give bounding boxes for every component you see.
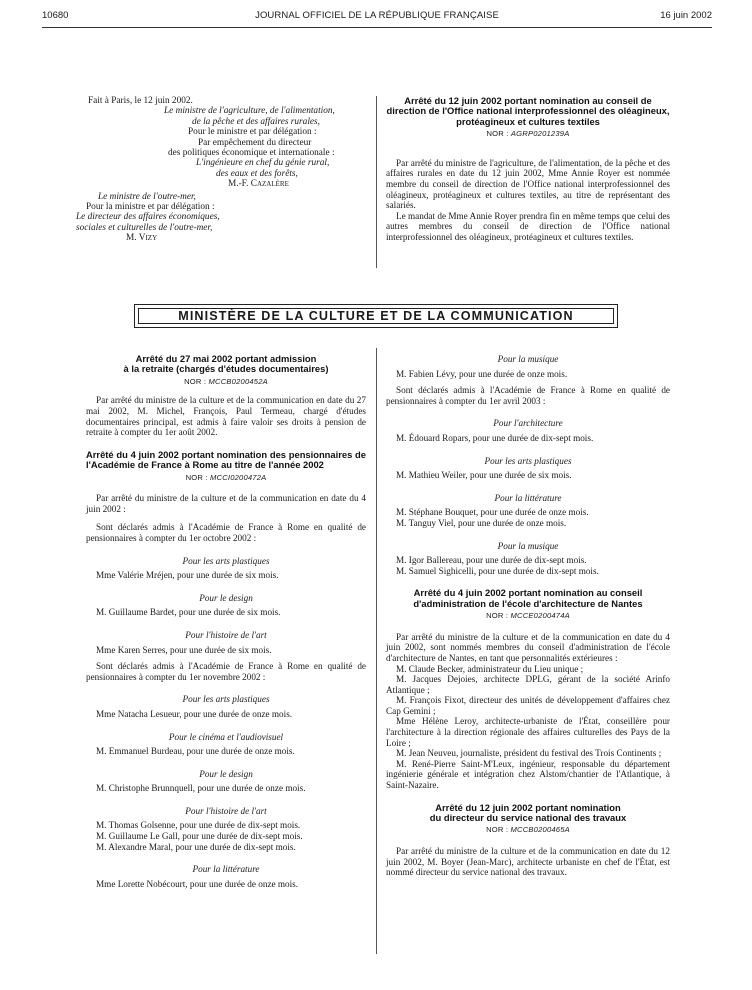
page-header [42,10,712,24]
signature-line: Le directeur des affaires économiques, [76,212,220,223]
article-paragraph: Sont déclarés admis à l'Académie de France à Rome en qualité de pensionnaires à compter du 1er novembre 2002 : [86,661,366,682]
signatory-name: M.-F. Cazalère [228,179,289,190]
signature-line: des eaux et des forêts, [216,168,298,179]
list-item: M. Claude Becker, administrateur du Lieu unique ; [396,663,584,674]
article-paragraph: Par arrêté du ministre de l'agriculture, de l'alimentation, de la pêche et des affaires rurales en date du 12 juin 2002, Mme Annie Royer est nommée membre du conseil de direction de l'Office national interprofessionnel des oléagineux, protéagineux et cultures textiles, au titre de représentant des salariés. [386,157,670,211]
header-rule [42,27,712,28]
list-item: M. René-Pierre Saint-M'Leux, ingénieur, responsable du département ingénierie générale et intégration chez Alstom/chantier de l'Atlantique, à Saint-Nazaire. [386,758,670,791]
article-title: Arrêté du 12 juin 2002 portant nomination au conseil de direction de l'Office national interprofessionnel des oléagineux, protéagineux et cultures textiles [386,95,670,127]
list-item: M. Emmanuel Burdeau, pour une durée de onze mois. [96,746,295,757]
category-heading: Pour l'histoire de l'art [185,805,267,816]
category-heading: Pour l'histoire de l'art [185,629,267,640]
list-item: M. Thomas Golsenne, pour une durée de dix-sept mois. [96,820,301,831]
title-line: à la retraite (chargés d'études documentaires) [123,363,329,375]
list-item: Mme Valérie Mréjen, pour une durée de six mois. [96,570,279,581]
list-item: M. Alexandre Maral, pour une durée de dix-sept mois. [96,841,296,852]
list-item: Mme Natacha Lesueur, pour une durée de onze mois. [96,708,293,719]
nor-label: NOR : [486,611,509,621]
category-heading: Pour le design [199,592,253,603]
nor-code: MCCB0200452A [208,376,268,386]
category-heading: Pour la littérature [192,864,260,875]
category-heading: Pour la littérature [494,492,562,503]
signatory-name: M. Vizy [126,233,158,244]
category-heading: Pour le cinéma et l'audiovisuel [168,731,284,742]
title-line: Arrêté du 27 mai 2002 portant admission [135,353,317,364]
article-paragraph: Sont déclarés admis à l'Académie de France à Rome en qualité de pensionnaires à compter du 1er avril 2003 : [386,385,670,406]
right-column [386,354,670,878]
list-item: M. François Fixot, directeur des unités de développement d'affaires chez Cap Gemini ; [386,695,670,716]
article-paragraph: Par arrêté du ministre de la culture et de la communication en date du 27 mai 2002, M. Michel, François, Paul Termeau, chargé d'études documentaires principal, est admis à faire valoir ses droits à pension de retraite à compter du 1er août 2002. [86,395,366,438]
list-item: M. Tanguy Viel, pour une durée de onze mois. [396,517,567,528]
column-divider [376,96,377,268]
nor-reference [386,611,670,622]
nor-reference [386,825,670,836]
article-paragraph: Par arrêté du ministre de la culture et de la communication en date du 4 juin 2002 : [86,493,366,514]
list-item: M. Fabien Lévy, pour une durée de onze mois. [396,368,568,379]
signature-line: Fait à Paris, le 12 juin 2002. [88,96,193,106]
article-paragraph: Sont déclarés admis à l'Académie de France à Rome en qualité de pensionnaires à compter du 1er octobre 2002 : [86,522,366,543]
nor-label: NOR : [184,376,207,386]
nor-code: MCCB0200465A [510,825,570,835]
list-item: Mme Karen Serres, pour une durée de six mois. [96,644,272,655]
list-item: M. Samuel Sighicelli, pour une durée de dix-sept mois. [396,565,599,576]
signature-line: Par empêchement du directeur [198,137,312,148]
ministry-banner-title: MINISTÈRE DE LA CULTURE ET DE LA COMMUNICATION [138,308,614,324]
list-item: M. Igor Ballereau, pour une durée de dix-sept mois. [396,555,587,566]
list-item: Mme Lorette Nobécourt, pour une durée de onze mois. [96,878,299,889]
signature-line: Le ministre de l'outre-mer, [98,191,196,202]
title-line: Arrêté du 12 juin 2002 portant nomination [435,801,621,813]
signature-line: des politiques économique et internationale : [168,148,335,159]
article-paragraph: Par arrêté du ministre de la culture et de la communication en date du 4 juin 2002, sont nommés membres du conseil d'administration de l'école d'architecture de Nantes, en tant que personnalités extérieures : [386,631,670,663]
list-item: M. Christophe Brunnquell, pour une durée de onze mois. [96,783,306,794]
list-item: M. Stéphane Bouquet, pour une durée de onze mois. [396,507,589,518]
category-heading: Pour la musique [497,354,559,364]
category-heading: Pour les arts plastiques [182,694,270,705]
list-item: M. Édouard Ropars, pour une durée de dix-sept mois. [396,432,594,443]
signature-line: Le ministre de l'agriculture, de l'alimentation, [164,106,335,117]
signature-block [76,96,366,244]
nor-reference [386,129,670,140]
nor-label: NOR : [185,472,208,482]
list-item: M. Jean Neuveu, journaliste, président du festival des Trois Continents ; [396,748,662,759]
signature-line: L'ingénieure en chef du génie rural, [196,158,330,169]
column-divider [376,348,377,954]
nor-label: NOR : [486,129,509,139]
category-heading: Pour le design [199,768,253,779]
nor-label: NOR : [486,825,509,835]
signature-line: sociales et culturelles de l'outre-mer, [76,222,213,233]
page-number: 10680 [42,10,69,21]
category-heading: Pour la musique [497,540,559,551]
article-oleagineux [386,96,670,243]
list-item: M. Guillaume Bardet, pour une durée de six mois. [96,607,281,618]
signature-line: de la pêche et des affaires rurales, [192,116,320,127]
nor-reference [86,473,366,484]
article-paragraph: Par arrêté du ministre de la culture et de la communication en date du 12 juin 2002, M. Boyer (Jean-Marc), architecte urbaniste en chef de l'État, est nommé directeur du service national des travaux. [386,846,670,878]
list-item: M. Mathieu Weiler, pour une durée de six mois. [396,470,572,481]
article-title [386,803,670,824]
category-heading: Pour l'architecture [493,418,563,429]
article-title [86,354,366,375]
title-line: du directeur du service national des travaux [429,812,627,824]
category-heading: Pour les arts plastiques [484,455,572,466]
issue-date: 16 juin 2002 [660,10,712,21]
nor-code: MCCI0200472A [209,472,267,482]
signature-line: Pour le ministre et par délégation : [188,127,317,138]
left-column [86,354,366,889]
article-paragraph: Le mandat de Mme Annie Royer prendra fin en même temps que celui des autres membres du conseil de direction de l'Office national interprofessionnel des oléagineux, protéagineux et cultures textiles. [386,210,670,242]
list-item: Mme Hélène Leroy, architecte-urbaniste de l'État, conseillère pour l'architecture à la direction régionale des affaires culturelles des Pays de la Loire ; [386,716,670,748]
nor-code: MCCE0200474A [510,611,570,621]
article-title: Arrêté du 4 juin 2002 portant nomination au conseil d'administration de l'école d'architecture de Nantes [413,587,643,609]
category-heading: Pour les arts plastiques [182,555,270,566]
signature-line: Pour la ministre et par délégation : [86,202,215,213]
nor-code: AGRP0201239A [510,129,570,139]
list-item: M. Jacques Dejoies, architecte DPLG, gérant de la société Arinfo Atlantique ; [386,674,670,695]
nor-reference [86,377,366,388]
article-title: Arrêté du 4 juin 2002 portant nomination des pensionnaires de l'Académie de France à Rome au titre de l'année 2002 [86,448,366,471]
list-item: M. Guillaume Le Gall, pour une durée de dix-sept mois. [96,831,303,842]
ministry-banner [134,304,618,328]
journal-title: JOURNAL OFFICIEL DE LA RÉPUBLIQUE FRANÇAISE [255,10,499,21]
